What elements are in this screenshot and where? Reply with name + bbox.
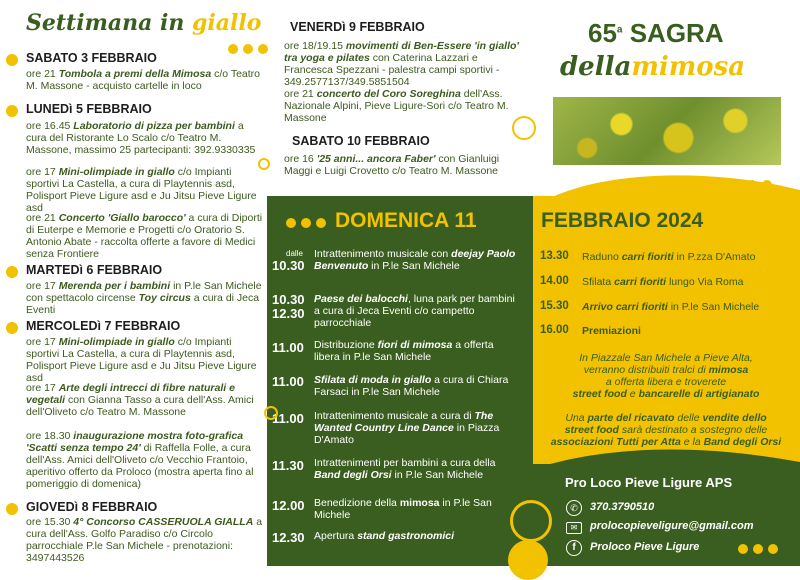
- sagra-subtitle: dellamimosa: [560, 52, 746, 82]
- deco-ring-2: [258, 158, 270, 170]
- bullet-mar6: [6, 266, 18, 278]
- s2-time-a: 10.30: [272, 292, 305, 307]
- r2-text: Sfilata carri fioriti lungo Via Roma: [582, 276, 744, 288]
- contact-dot-3: [768, 544, 778, 554]
- deco-half-circle: [508, 540, 548, 580]
- deco-ring-1: [512, 116, 536, 140]
- bullet-gio8: [6, 503, 18, 515]
- title-dot-1: [228, 44, 238, 54]
- s6-time: 11.30: [272, 458, 304, 473]
- sunday-title-right: FEBBRAIO 2024: [541, 209, 704, 232]
- day-sab10: SABATO 10 FEBBRAIO: [292, 134, 430, 148]
- event-pizza: ore 16.45 Laboratorio di pizza per bambini a cura del Ristorante Lo Scalo c/o Teatro M. Massone, massimo 25 partecipanti: 392.9330335: [26, 120, 256, 156]
- event-faber: ore 16 '25 anni... ancora Faber' con Gianluigi Maggi e Luigi Crovetto c/o Teatro M. Massone: [284, 153, 500, 177]
- right-dot-3: [762, 180, 772, 190]
- s2-time-b: 12.30: [272, 306, 305, 321]
- facebook-icon: f: [566, 540, 582, 556]
- bullet-sab3: [6, 54, 18, 66]
- s3-text: Distribuzione fiori di mimosa a offerta libera in P.le San Michele: [314, 339, 494, 363]
- s1-time: 10.30: [272, 258, 305, 273]
- day-lun5: LUNEDì 5 FEBBRAIO: [26, 102, 152, 116]
- day-mar6: MARTEDì 6 FEBBRAIO: [26, 263, 163, 277]
- s6-text: Intrattenimenti per bambini a cura della Band degli Orsi in P.le San Michele: [314, 457, 496, 481]
- deco-ring-4: [264, 406, 278, 420]
- contact-dot-2: [753, 544, 763, 554]
- day-gio8: GIOVEDì 8 FEBBRAIO: [26, 500, 158, 514]
- email-icon: ✉: [566, 522, 582, 534]
- bullet-lun5: [6, 105, 18, 117]
- event-mostra: ore 18.30 inaugurazione mostra foto-grafica 'Scatti senza tempo 24' di Raffella Folle, a cura dell'Ass. Amici dell'Oliveto c/o Vecchio Frantoio, aperitivo offerto da Proloco (mostra aperta fino al pomeriggio di domenica): [26, 430, 254, 490]
- s7-text: Benedizione della mimosa in P.le San Michele: [314, 497, 492, 521]
- proloco-title: Pro Loco Pieve Ligure APS: [565, 475, 733, 490]
- s5-text: Intrattenimento musicale a cura di The Wanted Country Line Dance in Piazza D'Amato: [314, 410, 500, 446]
- day-mer7: MERCOLEDì 7 FEBBRAIO: [26, 319, 181, 333]
- title-dot-2: [243, 44, 253, 54]
- s5-time: 11.00: [272, 411, 304, 426]
- r1-text: Raduno carri fioriti in P.zza D'Amato: [582, 251, 756, 263]
- s8-text: Apertura stand gastronomici: [314, 530, 455, 542]
- title-dot-3: [258, 44, 268, 54]
- event-concerto-barocco: ore 21 Concerto 'Giallo barocco' a cura di Diporti di Euterpe e Memorie e Progetti c/o Oratorio S. Antonio Abate - raccolta offerte a favore di Medici senza Frontiere: [26, 212, 263, 260]
- event-tombola: ore 21 Tombola a premi della Mimosa c/o Teatro M. Massone - acquisto cartelle in loco: [26, 68, 261, 92]
- r3-time: 15.30: [540, 300, 569, 312]
- bullet-mer7: [6, 322, 18, 334]
- event-olimpiade-2: ore 17 Mini-olimpiade in giallo c/o Impianti sportivi La Castella, a cura di Playtennis asd, Polisport Pieve Ligure asd e Ju Jitsu Pieve Ligure asd: [26, 336, 257, 384]
- event-casseruola: ore 15.30 4° Concorso CASSERUOLA GIALLA a cura dell'Ass. Golfo Paradiso c/o Circolo parrocchiale P.le San Michele - prenotazioni: 3497443526: [26, 516, 263, 564]
- mimosa-photo: [553, 97, 781, 165]
- yellow-wave: [530, 170, 800, 210]
- s7-time: 12.00: [272, 498, 305, 513]
- note-2: Una parte del ricavato delle vendite dello street food sarà destinato a sostegno delle associazioni Tutti per Atta e la Band degli Orsi: [550, 412, 782, 448]
- r1-time: 13.30: [540, 250, 569, 262]
- day-ven9: VENERDì 9 FEBBRAIO: [290, 20, 425, 34]
- s1-text: Intrattenimento musicale con deejay Paolo Benvenuto in P.le San Michele: [314, 248, 516, 272]
- s1-label: dalle: [286, 249, 303, 258]
- s3-time: 11.00: [272, 340, 304, 355]
- email-link[interactable]: prolocopieveligure@gmail.com: [590, 520, 754, 532]
- right-dot-1: [732, 180, 742, 190]
- note-1: In Piazzale San Michele a Pieve Alta, verranno distribuiti tralci di mimosa a offerta libera e troverete street food e bancarelle di artigianato: [572, 352, 760, 400]
- s4-text: Sfilata di moda in giallo a cura di Chiara Farsaci in P.le San Michele: [314, 374, 509, 398]
- event-intrecci: ore 17 Arte degli intrecci di fibre naturali e vegetali con Gianna Tasso a cura dell'Ass. Amici dell'Oliveto c/o Teatro M. Massone: [26, 382, 254, 418]
- event-olimpiade-1: ore 17 Mini-olimpiade in giallo c/o Impianti sportivi La Castella, a cura di Playtennis asd, Polisport Pieve Ligure asd e Ju Jitsu Pieve Ligure asd: [26, 166, 257, 214]
- event-merenda: ore 17 Merenda per i bambini in P.le San Michele con spettacolo circense Toy circus a cura di Jeca Eventi: [26, 280, 262, 316]
- deco-ring-3: [510, 500, 552, 542]
- r4-text: Premiazioni: [582, 325, 641, 337]
- sunday-title-left: DOMENICA 11: [335, 209, 477, 232]
- sunday-dot-3: [316, 218, 326, 228]
- contact-dot-1: [738, 544, 748, 554]
- event-benessere: ore 18/19.15 movimenti di Ben-Essere 'in giallo' tra yoga e pilates con Caterina Lazzari e Francesca Spezzani - palestra campi sportivi - 349.2577137/349.5851504: [284, 40, 519, 88]
- event-coro: ore 21 concerto del Coro Soreghina dell'Ass. Nazionale Alpini, Pieve Ligure-Sori c/o Teatro M. Massone: [284, 88, 509, 124]
- s8-time: 12.30: [272, 530, 305, 545]
- day-sab3: SABATO 3 FEBBRAIO: [26, 51, 157, 65]
- sunday-dot-2: [301, 218, 311, 228]
- r3-text: Arrivo carri fioriti in P.le San Michele: [582, 301, 760, 313]
- sagra-title: 65$^a$ SAGRA: [588, 18, 724, 48]
- phone-icon: ✆: [566, 500, 582, 516]
- right-dot-2: [747, 180, 757, 190]
- s2-text: Paese dei balocchi, luna park per bambini a cura di Jeca Eventi c/o campetto parrocchiale: [314, 293, 515, 329]
- phone-link[interactable]: 370.3790510: [590, 501, 655, 513]
- facebook-link[interactable]: Proloco Pieve Ligure: [590, 541, 700, 553]
- s4-time: 11.00: [272, 374, 304, 389]
- r4-time: 16.00: [540, 324, 569, 336]
- week-title: Settimana in giallo: [26, 10, 262, 36]
- r2-time: 14.00: [540, 275, 569, 287]
- sunday-dot-1: [286, 218, 296, 228]
